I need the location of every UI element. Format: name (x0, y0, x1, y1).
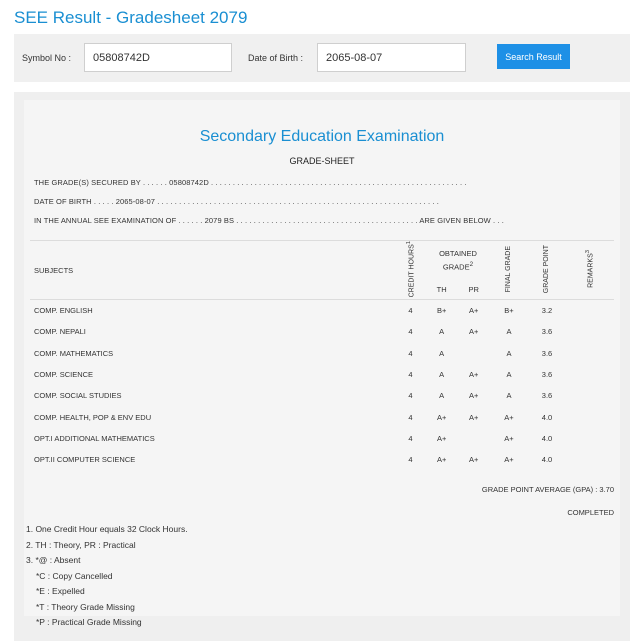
pr-grade-cell: A+ (468, 306, 479, 316)
remarks-cell (566, 385, 614, 406)
grade-point-header: GRADE POINT (543, 245, 550, 294)
footnote-item: *T : Theory Grade Missing (36, 601, 135, 612)
credit-cell: 4 (408, 306, 413, 316)
credit-cell: 4 (408, 369, 413, 379)
subject-cell: OPT.II COMPUTER SCIENCE (34, 455, 136, 465)
remarks-cell (566, 406, 614, 427)
subject-cell: COMP. NEPALI (34, 327, 86, 337)
th-grade-cell: B+ (436, 306, 447, 316)
table-row (30, 428, 614, 449)
table-row (30, 300, 614, 321)
credit-cell: 4 (408, 455, 413, 465)
gpa-summary: GRADE POINT AVERAGE (GPA) : 3.70 (481, 485, 614, 494)
footnote-item: 3. *@ : Absent (26, 555, 81, 565)
final-grade-cell: A+ (504, 455, 514, 465)
credit-cell: 4 (408, 391, 413, 401)
grade-point-cell: 4.0 (541, 455, 553, 465)
th-grade-cell: A (439, 391, 445, 401)
dob-label: Date of Birth : (248, 53, 304, 63)
remarks-header: REMARKS$^3$ (585, 250, 595, 289)
remarks-cell (566, 364, 614, 385)
completed-status: COMPLETED (567, 508, 614, 517)
grade-point-cell: 3.6 (541, 327, 553, 337)
obtained-grade-header: OBTAINED GRADE$^2$ (439, 248, 477, 272)
footnote-item: *E : Expelled (36, 586, 85, 596)
th-grade-cell: A+ (436, 433, 447, 443)
footnotes (26, 522, 188, 631)
table-row (30, 321, 614, 342)
final-grade-cell: A (506, 391, 512, 401)
final-grade-cell: A+ (504, 412, 514, 422)
final-grade-cell: A (506, 369, 512, 379)
table-row (30, 364, 614, 385)
subject-cell: COMP. SOCIAL STUDIES (34, 391, 122, 401)
grade-point-cell: 3.2 (541, 306, 553, 316)
credit-cell: 4 (408, 327, 413, 337)
grade-point-cell: 3.6 (541, 348, 553, 358)
dob-input[interactable] (317, 43, 466, 72)
pr-header: PR (468, 284, 479, 294)
grade-point-cell: 3.6 (541, 369, 553, 379)
date-of-birth-line: DATE OF BIRTH . . . . . 2065-08-07 . . . . . . . . . . . . . . . . . . . . . . . . . . . . . . . . . . . . . . . . . . . . . . . . . . . . . . . . . . . . . . . . . (34, 197, 439, 206)
credit-hours-header: CREDIT HOURS$^1$ (405, 241, 416, 298)
search-bar (14, 34, 630, 82)
grade-point-cell: 4.0 (541, 412, 553, 422)
pr-grade-cell: A+ (468, 327, 479, 337)
credit-cell: 4 (408, 348, 413, 358)
subject-cell: OPT.I ADDITIONAL MATHEMATICS (34, 433, 155, 443)
subject-cell: COMP. SCIENCE (34, 369, 94, 379)
pr-grade-cell: A+ (468, 369, 479, 379)
exam-title: Secondary Education Examination (199, 128, 445, 145)
th-grade-cell: A (439, 327, 445, 337)
table-row (30, 385, 614, 406)
th-grade-cell: A (439, 348, 445, 358)
footnote-item: 1. One Credit Hour equals 32 Clock Hours. (26, 524, 188, 534)
grade-point-cell: 3.6 (541, 391, 553, 401)
th-grade-cell: A+ (436, 412, 447, 422)
exam-year-line: IN THE ANNUAL SEE EXAMINATION OF . . . . . . 2079 BS . . . . . . . . . . . . . . . . . . . . . . . . . . . . . . . . . . . . . . . . . . ARE GIVEN BELOW . . . (34, 216, 504, 225)
grades-table (30, 240, 614, 470)
table-row (30, 449, 614, 470)
table-row (30, 343, 614, 364)
pr-grade-cell (457, 428, 490, 449)
final-grade-cell: A (506, 327, 512, 337)
pr-grade-cell: A+ (468, 412, 479, 422)
remarks-cell (566, 343, 614, 364)
th-grade-cell: A+ (436, 455, 447, 465)
final-grade-cell: A+ (504, 433, 514, 443)
pr-grade-cell (457, 343, 490, 364)
subjects-header: SUBJECTS (34, 265, 74, 275)
table-row (30, 406, 614, 427)
footnote-item: *P : Practical Grade Missing (36, 617, 142, 627)
credit-cell: 4 (408, 412, 413, 422)
footnote-item: *C : Copy Cancelled (36, 570, 113, 581)
final-grade-header: FINAL GRADE (505, 245, 512, 293)
th-header: TH (436, 284, 447, 294)
gradesheet-title: GRADE-SHEET (289, 156, 355, 166)
grades-secured-line: THE GRADE(S) SECURED BY . . . . . . 05808742D . . . . . . . . . . . . . . . . . . . . . . . . . . . . . . . . . . . . . . . . . . . . . . . . . . . . . . . . . . . (34, 178, 467, 187)
subject-cell: COMP. HEALTH, POP & ENV EDU (34, 412, 152, 422)
remarks-cell (566, 428, 614, 449)
pr-grade-cell: A+ (468, 455, 479, 465)
subject-cell: COMP. MATHEMATICS (34, 348, 114, 358)
remarks-cell (566, 449, 614, 470)
final-grade-cell: B+ (504, 306, 514, 316)
th-grade-cell: A (439, 369, 445, 379)
final-grade-cell: A (506, 348, 512, 358)
remarks-cell (566, 321, 614, 342)
pr-grade-cell: A+ (468, 391, 479, 401)
search-result-button[interactable]: Search Result (497, 44, 570, 69)
gradesheet-panel (14, 92, 630, 641)
symbol-label: Symbol No : (22, 53, 72, 63)
remarks-cell (566, 300, 614, 321)
subject-cell: COMP. ENGLISH (34, 306, 93, 316)
grade-point-cell: 4.0 (541, 433, 553, 443)
footnote-item: 2. TH : Theory, PR : Practical (26, 539, 136, 550)
symbol-input[interactable] (84, 43, 232, 72)
page-title: SEE Result - Gradesheet 2079 (14, 8, 248, 27)
credit-cell: 4 (408, 433, 413, 443)
